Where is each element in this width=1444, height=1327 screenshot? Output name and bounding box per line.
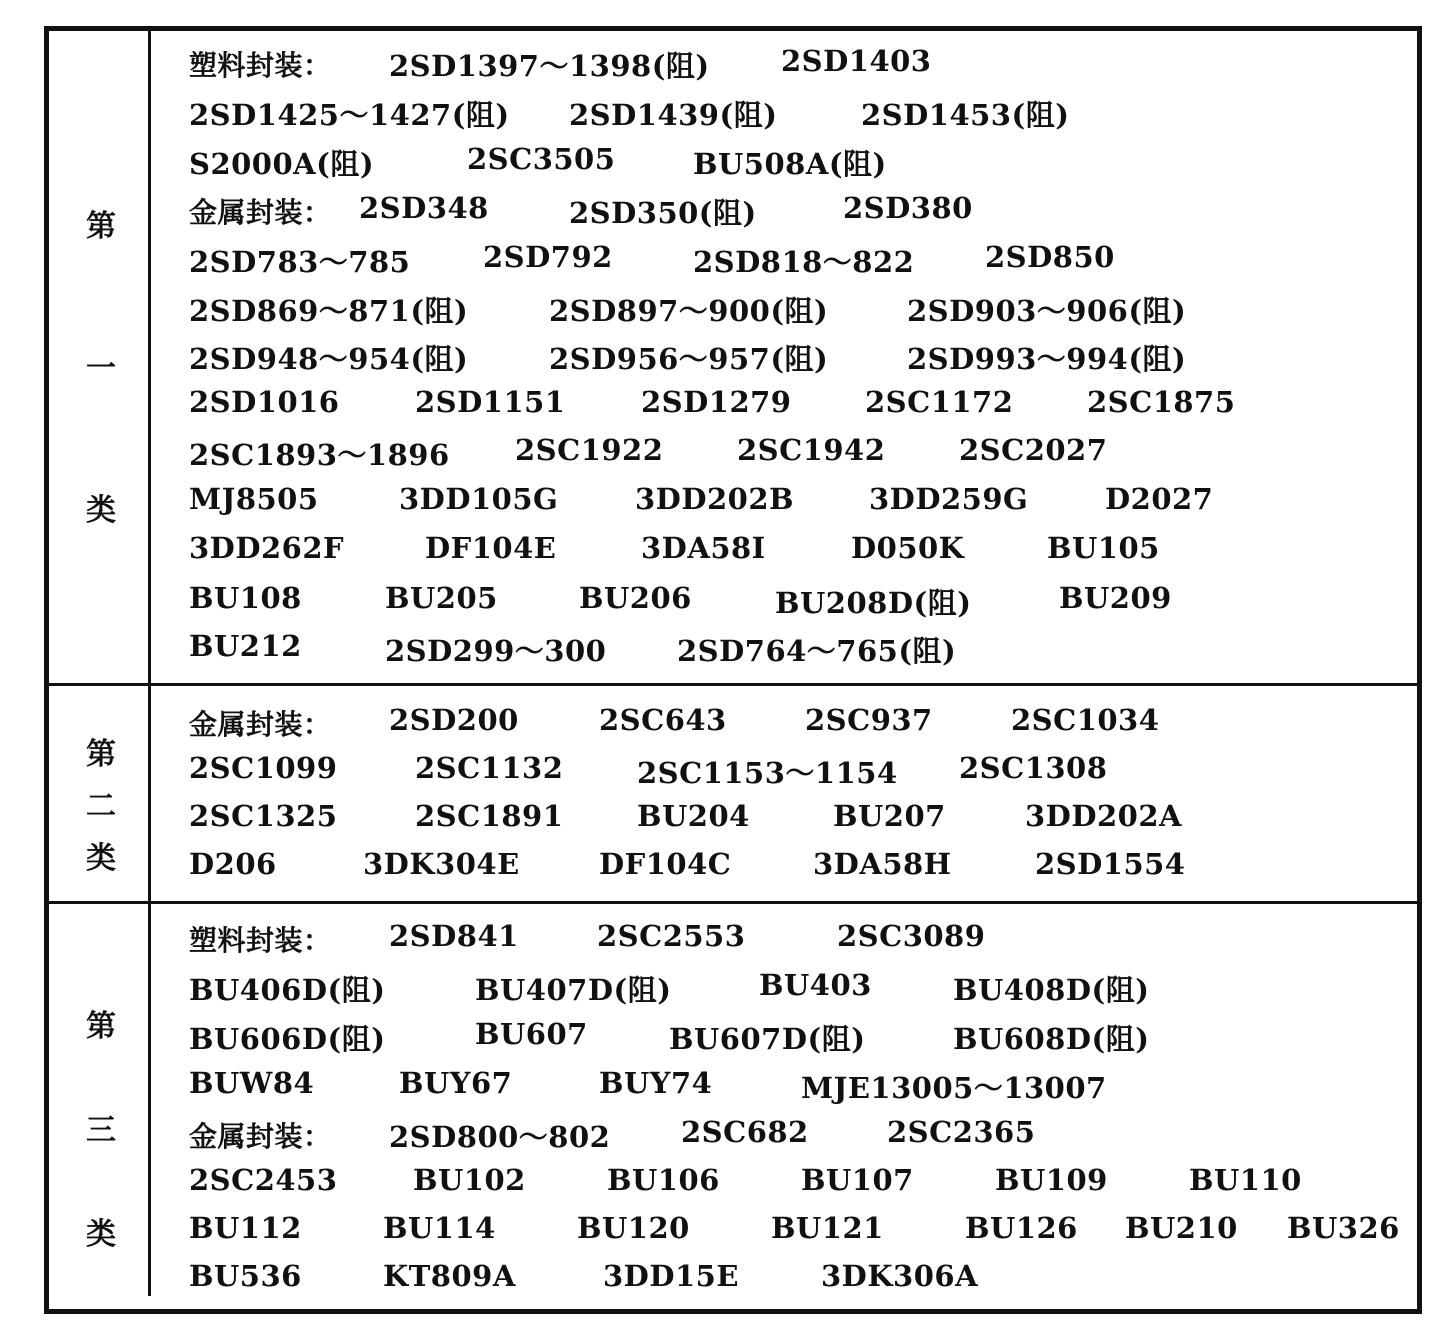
- part-number: 3DD259G: [869, 482, 1029, 516]
- part-number: 2SD783～785: [189, 245, 411, 279]
- part-number: 3DD105G: [399, 482, 559, 516]
- part-number: BU536: [189, 1259, 302, 1293]
- label-column-divider: [148, 26, 151, 1296]
- part-number: 3DD202A: [1025, 799, 1183, 833]
- part-number: BU326: [1287, 1211, 1400, 1245]
- part-number: 2SD348: [359, 191, 489, 225]
- part-number: 2SD1397～1398(阻): [389, 49, 710, 83]
- part-number: 2SD1453(阻): [861, 98, 1070, 132]
- part-number: 2SC937: [805, 703, 933, 737]
- part-number: MJ8505: [189, 482, 319, 516]
- part-number: 3DA58H: [813, 847, 952, 881]
- part-number: 2SD869～871(阻): [189, 294, 469, 328]
- part-number: S2000A(阻): [189, 147, 375, 181]
- part-number: BU109: [995, 1163, 1108, 1197]
- part-number: BU210: [1125, 1211, 1238, 1245]
- category-two-section: [49, 687, 1417, 897]
- part-number: DF104C: [599, 847, 732, 881]
- part-number: 3DD15E: [603, 1259, 739, 1293]
- part-number: D2027: [1105, 482, 1214, 516]
- part-number: 2SD792: [483, 240, 613, 274]
- part-number: BU403: [759, 968, 872, 1002]
- part-number: 2SD993～994(阻): [907, 342, 1187, 376]
- part-number: 2SD1403: [781, 44, 932, 78]
- label-char: 一: [86, 351, 116, 386]
- part-number: BU206: [579, 581, 692, 615]
- part-number: BU204: [637, 799, 750, 833]
- part-number: 2SD1554: [1035, 847, 1186, 881]
- part-number: BUW84: [189, 1066, 315, 1100]
- part-number: BU112: [189, 1211, 302, 1245]
- part-number: 2SD1425～1427(阻): [189, 98, 510, 132]
- label-char: 二: [86, 789, 116, 824]
- label-char: 类: [86, 493, 116, 528]
- part-number: 2SC2365: [887, 1115, 1036, 1149]
- package-type-header: 金属封装：: [189, 708, 332, 741]
- part-number: BU408D(阻): [953, 973, 1150, 1007]
- part-number: BU102: [413, 1163, 526, 1197]
- category-three-section: [49, 905, 1417, 1305]
- part-number: BU606D(阻): [189, 1022, 386, 1056]
- package-type-header: 塑料封装：: [189, 924, 332, 957]
- part-number: 2SC1942: [737, 433, 886, 467]
- part-number: BU120: [577, 1211, 690, 1245]
- part-number: BU208D(阻): [775, 586, 972, 620]
- part-number: 2SC2453: [189, 1163, 338, 1197]
- package-type-header: 塑料封装：: [189, 49, 332, 82]
- label-char: 三: [86, 1113, 116, 1148]
- part-number: 2SD841: [389, 919, 519, 953]
- part-number: BUY74: [599, 1066, 713, 1100]
- part-number: 2SC3505: [467, 142, 616, 176]
- transistor-category-table: [44, 26, 1422, 1314]
- part-number: 2SD764～765(阻): [677, 634, 957, 668]
- category-three-label: [49, 1001, 153, 1253]
- part-number: BU126: [965, 1211, 1078, 1245]
- part-number: DF104E: [425, 531, 557, 565]
- part-number: BUY67: [399, 1066, 513, 1100]
- category-one-section: [49, 31, 1417, 681]
- part-number: 2SC643: [599, 703, 727, 737]
- part-number: BU207: [833, 799, 946, 833]
- part-number: BU209: [1059, 581, 1172, 615]
- part-number: 3DA58I: [641, 531, 766, 565]
- part-number: 3DK304E: [363, 847, 520, 881]
- part-number: D206: [189, 847, 277, 881]
- part-number: 2SC1325: [189, 799, 338, 833]
- part-number: BU108: [189, 581, 302, 615]
- part-number: 2SD350(阻): [569, 196, 757, 230]
- label-char: 第: [86, 737, 116, 772]
- part-number: 2SD200: [389, 703, 519, 737]
- label-char: 类: [86, 1217, 116, 1252]
- part-number: BU607D(阻): [669, 1022, 866, 1056]
- part-number: 2SD800～802: [389, 1120, 611, 1154]
- part-number: BU212: [189, 629, 302, 663]
- part-number: BU110: [1189, 1163, 1302, 1197]
- part-number: 2SC1893～1896: [189, 438, 450, 472]
- part-number: BU114: [383, 1211, 496, 1245]
- part-number: 3DD202B: [635, 482, 795, 516]
- part-number: 2SC1172: [865, 385, 1014, 419]
- part-number: 3DD262F: [189, 531, 345, 565]
- label-char: 第: [86, 209, 116, 244]
- part-number: 3DK306A: [821, 1259, 979, 1293]
- section-divider: [49, 901, 1417, 904]
- category-one-label: [49, 201, 153, 529]
- section-divider: [49, 683, 1417, 686]
- part-number: 2SD1279: [641, 385, 792, 419]
- part-number: BU105: [1047, 531, 1160, 565]
- part-number: 2SC1308: [959, 751, 1108, 785]
- part-number: 2SD956～957(阻): [549, 342, 829, 376]
- part-number: BU608D(阻): [953, 1022, 1150, 1056]
- part-number: BU508A(阻): [693, 147, 887, 181]
- part-number: 2SC1132: [415, 751, 564, 785]
- part-number: 2SD299～300: [385, 634, 607, 668]
- part-number: 2SC1922: [515, 433, 664, 467]
- part-number: 2SC1034: [1011, 703, 1160, 737]
- part-number: 2SC1099: [189, 751, 338, 785]
- part-number: BU406D(阻): [189, 973, 386, 1007]
- part-number: BU607: [475, 1017, 588, 1051]
- part-number: 2SC2027: [959, 433, 1108, 467]
- part-number: 2SC682: [681, 1115, 809, 1149]
- part-number: BU121: [771, 1211, 884, 1245]
- part-number: BU205: [385, 581, 498, 615]
- package-type-header: 金属封装：: [189, 1120, 332, 1153]
- part-number: 2SD1439(阻): [569, 98, 778, 132]
- package-type-header: 金属封装：: [189, 196, 332, 229]
- part-number: 2SD1151: [415, 385, 566, 419]
- part-number: 2SC1891: [415, 799, 564, 833]
- part-number: KT809A: [383, 1259, 516, 1293]
- part-number: BU107: [801, 1163, 914, 1197]
- part-number: 2SD897～900(阻): [549, 294, 829, 328]
- part-number: BU106: [607, 1163, 720, 1197]
- part-number: MJE13005～13007: [801, 1071, 1107, 1105]
- part-number: BU407D(阻): [475, 973, 672, 1007]
- part-number: 2SD380: [843, 191, 973, 225]
- part-number: D050K: [851, 531, 965, 565]
- part-number: 2SD818～822: [693, 245, 915, 279]
- part-number: 2SD903～906(阻): [907, 294, 1187, 328]
- part-number: 2SC3089: [837, 919, 986, 953]
- part-number: 2SC1153～1154: [637, 756, 898, 790]
- part-number: 2SD850: [985, 240, 1115, 274]
- category-two-label: [49, 729, 153, 877]
- label-char: 类: [86, 841, 116, 876]
- label-char: 第: [86, 1009, 116, 1044]
- part-number: 2SD1016: [189, 385, 340, 419]
- part-number: 2SC1875: [1087, 385, 1236, 419]
- part-number: 2SC2553: [597, 919, 746, 953]
- part-number: 2SD948～954(阻): [189, 342, 469, 376]
